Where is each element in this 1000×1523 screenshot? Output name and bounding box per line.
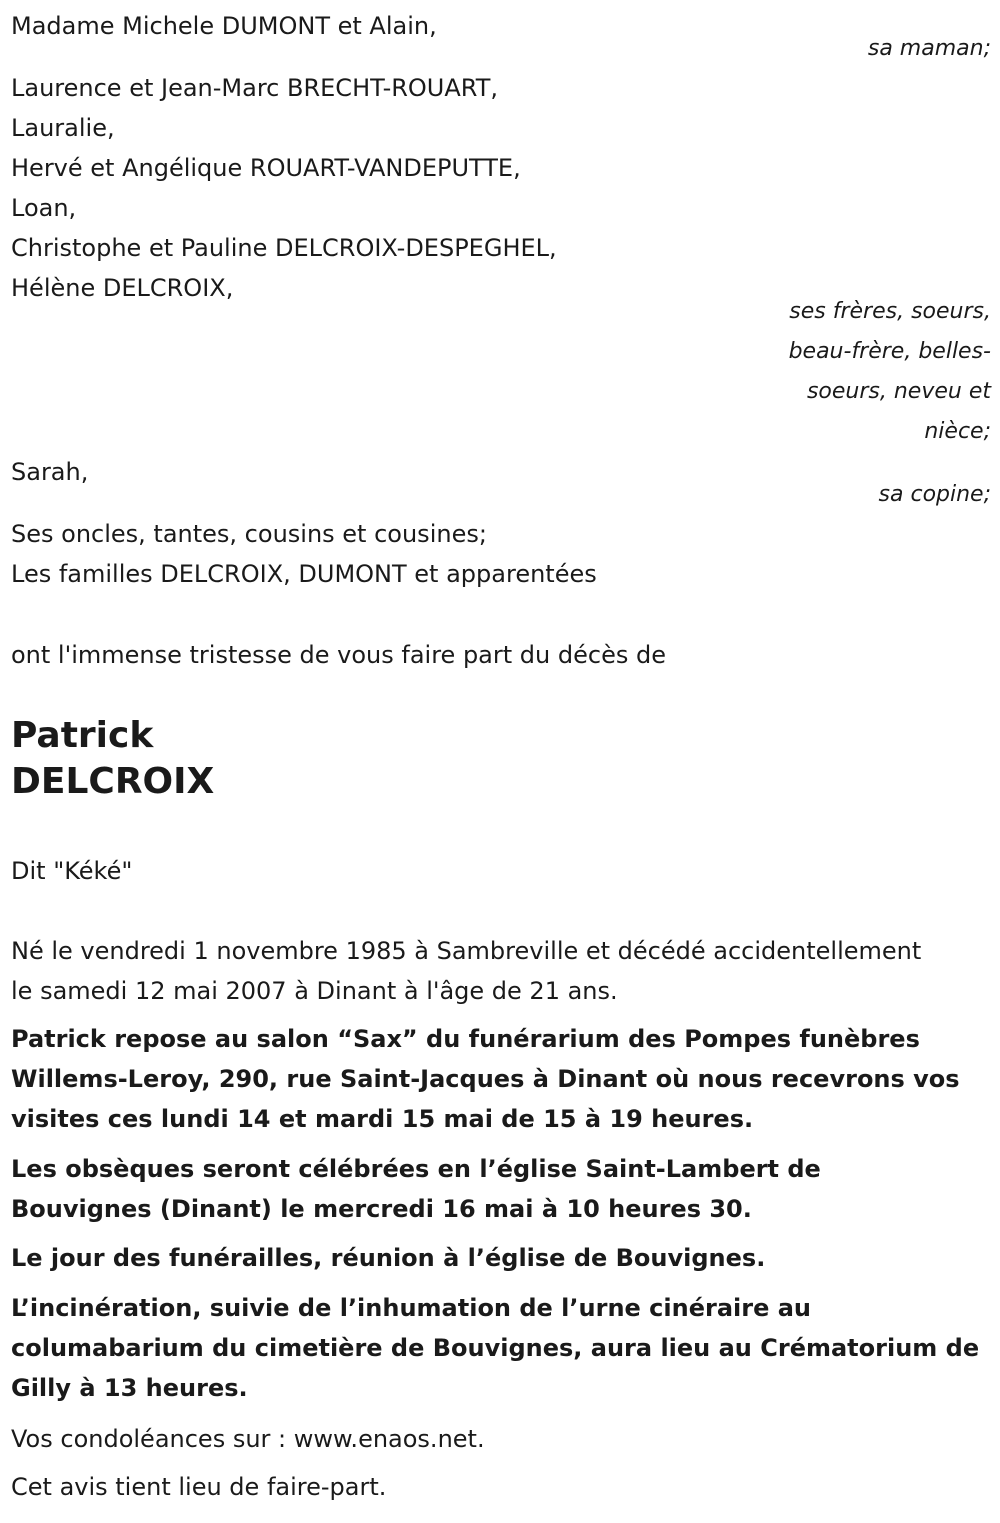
- sibling-line: Christophe et Pauline DELCROIX-DESPEGHEL,: [11, 234, 557, 262]
- sibling-line: Loan,: [11, 194, 77, 222]
- gathering-text: Le jour des funérailles, réunion à l’église de Bouvignes.: [11, 1244, 766, 1272]
- funeral-text: Les obsèques seront célébrées en l’église Saint-Lambert de Bouvignes (Dinant) le mercredi 16 mai à 10 heures 30.: [11, 1155, 821, 1223]
- deceased-last-name: DELCROIX: [11, 761, 215, 802]
- deceased-nickname: Dit "Kéké": [11, 857, 133, 885]
- other-family-line: Ses oncles, tantes, cousins et cousines;: [11, 520, 487, 548]
- other-family: [11, 514, 597, 594]
- deceased-first-name: Patrick: [11, 715, 154, 756]
- other-family-line: Les familles DELCROIX, DUMONT et apparentées: [11, 560, 597, 588]
- mother-relation: sa maman;: [867, 36, 991, 61]
- deceased-name: [11, 713, 214, 805]
- partner-name: Sarah,: [11, 458, 89, 486]
- partner-relation: sa copine;: [878, 482, 991, 507]
- sibling-line: Laurence et Jean-Marc BRECHT-ROUART,: [11, 74, 498, 102]
- cremation-text: L’incinération, suivie de l’inhumation de l’urne cinéraire au columabarium du cimetière de Bouvignes, aura lieu au Crématorium de Gilly à 13 heures.: [11, 1294, 980, 1402]
- siblings-list: [11, 68, 557, 308]
- sibling-line: Hervé et Angélique ROUART-VANDEPUTTE,: [11, 154, 521, 182]
- notice-text: Cet avis tient lieu de faire-part.: [11, 1473, 387, 1501]
- birth-death-text: Né le vendredi 1 novembre 1985 à Sambreville et décédé accidentellement le samedi 12 mai 2007 à Dinant à l'âge de 21 ans.: [11, 937, 922, 1005]
- sibling-line: Hélène DELCROIX,: [11, 274, 234, 302]
- siblings-relation: ses frères, soeurs, beau-frère, belles-soeurs, neveu et nièce;: [788, 299, 991, 444]
- siblings-relation-block: [11, 292, 991, 452]
- mother-name: Madame Michele DUMONT et Alain,: [11, 12, 437, 40]
- visitation-text: Patrick repose au salon “Sax” du funérarium des Pompes funèbres Willems-Leroy, 290, rue Saint-Jacques à Dinant où nous recevrons vos visites ces lundi 14 et mardi 15 mai de 15 à 19 heures.: [11, 1025, 960, 1133]
- condolences-text: Vos condoléances sur : www.enaos.net.: [11, 1425, 485, 1453]
- sibling-line: Lauralie,: [11, 114, 115, 142]
- announcement-text: ont l'immense tristesse de vous faire part du décès de: [11, 641, 666, 669]
